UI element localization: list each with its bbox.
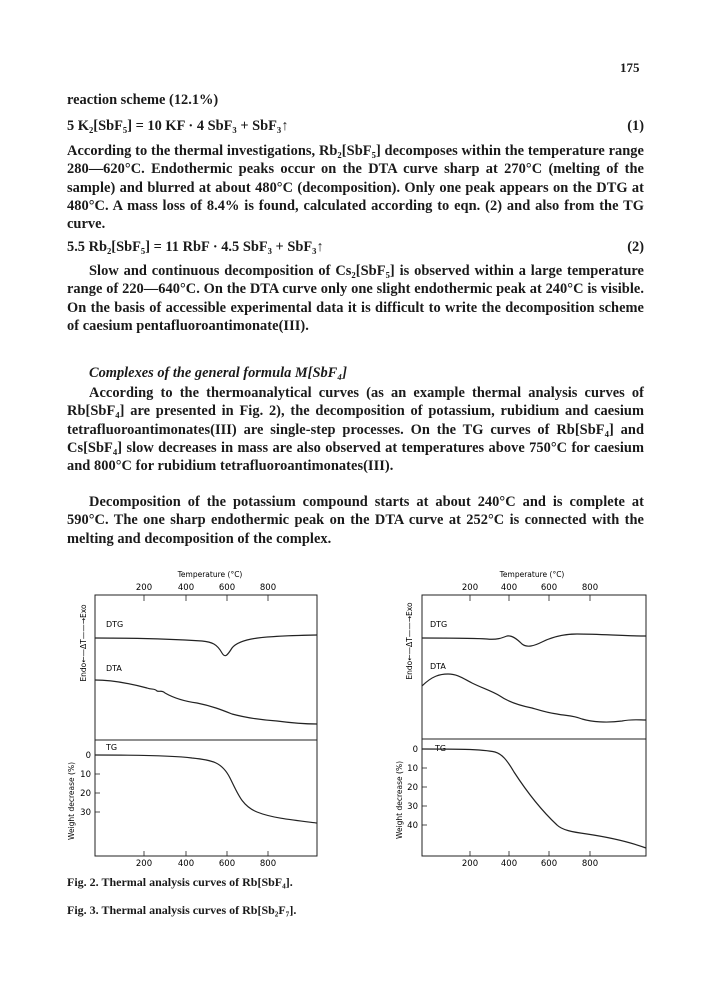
bottom-tick-label: 400 xyxy=(500,859,518,869)
figure-3 xyxy=(392,566,657,876)
tg-tick-label: 0 xyxy=(412,745,418,755)
tg-axis-label: Weight decrease (%) xyxy=(67,761,76,841)
dtg-curve xyxy=(95,635,317,656)
paragraph-rb2-sbf5: According to the thermal investigations, Rb₂[SbF₅] decomposes within the temperature range 280—620°C. Endothermic peaks occur on the DTA curve sharp at 270°C (melting of the sample) and blurred at about 480°C (decomposition). Only one peak appears on the DTG at 480°C. A mass loss of 8.4% is found, calculated according to eqn. (2) and also from the TG curve. xyxy=(67,143,644,233)
dtg-label: DTG xyxy=(106,620,124,629)
figure-2-caption: Fig. 2. Thermal analysis curves of Rb[SbF₄]. xyxy=(67,875,293,889)
equation-1-text: 5 K₂[SbF₅] = 10 KF · 4 SbF₃ + SbF₃↑ xyxy=(67,118,289,134)
equation-2 xyxy=(67,238,644,256)
exo-axis-label: Endo←—ΔT——→Exo xyxy=(79,604,88,682)
tg-tick-marks xyxy=(95,755,268,856)
tg-tick-label: 40 xyxy=(407,821,418,831)
dta-curve xyxy=(95,680,317,724)
paragraph-cs2-sbf5: Slow and continuous decomposition of Cs₂[SbF₅] is observed within a large temperature range of 220—640°C. On the DTA curve only one slight endothermic peak at 240°C is visible. On the basis of accessible experimental data it is difficult to write the decomposition scheme of caesium pentafluoroantimonate(III). xyxy=(67,263,644,334)
figure-2 xyxy=(62,566,327,876)
equation-1-number: (1) xyxy=(627,118,644,134)
tg-curve xyxy=(95,755,317,823)
bottom-tick-label: 200 xyxy=(461,859,479,869)
bottom-tick-label: 200 xyxy=(135,859,153,869)
tg-axis-label: Weight decrease (%) xyxy=(395,760,404,840)
paragraph-msbf4: According to the thermoanalytical curves (as an example thermal analysis curves of Rb[SbF₄] are presented in Fig. 2), the decomposition of potassium, rubidium and caesium tetrafluoroantimonates(III) are single-step processes. On the TG curves of Rb[SbF₄] and Cs[SbF₄] slow decreases in mass are also observed at temperatures above 750°C for caesium and 800°C for rubidium tetrafluoroantimonates(III). xyxy=(67,385,644,475)
plot-frame xyxy=(95,595,317,856)
tg-tick-label: 30 xyxy=(80,808,91,818)
tg-label: TG xyxy=(106,743,118,752)
dta-label: DTA xyxy=(430,662,446,671)
exo-axis-label: Endo←—ΔT——→Exo xyxy=(405,602,414,680)
top-axis-label: Temperature (°C) xyxy=(499,570,565,579)
top-tick-label: 600 xyxy=(540,583,558,593)
bottom-tick-label: 800 xyxy=(581,859,599,869)
tg-tick-label: 30 xyxy=(407,802,418,812)
equation-2-number: (2) xyxy=(627,239,644,255)
top-ticks xyxy=(470,595,590,601)
top-tick-label: 400 xyxy=(177,583,195,593)
top-axis-label: Temperature (°C) xyxy=(177,570,243,579)
dta-curve xyxy=(422,674,646,722)
bottom-tick-label: 600 xyxy=(218,859,236,869)
tg-label: TG xyxy=(435,744,447,753)
paragraph-reaction-scheme: reaction scheme (12.1%) xyxy=(67,92,219,108)
top-tick-label: 400 xyxy=(500,583,518,593)
bottom-tick-label: 400 xyxy=(177,859,195,869)
plot-frame xyxy=(422,595,646,856)
page-number: 175 xyxy=(620,60,640,75)
bottom-tick-label: 600 xyxy=(540,859,558,869)
tg-tick-label: 10 xyxy=(407,764,418,774)
equation-1 xyxy=(67,117,644,135)
tg-curve xyxy=(422,749,646,848)
paragraph-potassium: Decomposition of the potassium compound starts at about 240°C and is complete at 590°C. The one sharp endothermic peak on the DTA curve at 252°C is connected with the melting and decomposition of the complex. xyxy=(67,494,644,547)
tg-tick-label: 20 xyxy=(407,783,418,793)
figure-3-svg xyxy=(392,566,657,871)
tg-tick-label: 10 xyxy=(80,770,91,780)
tg-ticks xyxy=(80,751,91,818)
tg-ticks xyxy=(407,745,418,831)
dta-label: DTA xyxy=(106,664,122,673)
top-tick-label: 200 xyxy=(135,583,153,593)
top-tick-label: 200 xyxy=(461,583,479,593)
top-tick-label: 800 xyxy=(259,583,277,593)
top-ticks xyxy=(144,595,268,601)
top-tick-label: 600 xyxy=(218,583,236,593)
tg-tick-label: 20 xyxy=(80,789,91,799)
tg-tick-label: 0 xyxy=(85,751,91,761)
dtg-curve xyxy=(422,634,646,646)
top-tick-label: 800 xyxy=(581,583,599,593)
equation-2-text: 5.5 Rb₂[SbF₅] = 11 RbF · 4.5 SbF₃ + SbF₃↑ xyxy=(67,239,324,255)
bottom-tick-label: 800 xyxy=(259,859,277,869)
figure-2-svg xyxy=(62,566,327,871)
dtg-label: DTG xyxy=(430,620,448,629)
tg-tick-marks xyxy=(422,749,590,856)
figure-3-caption: Fig. 3. Thermal analysis curves of Rb[Sb₂F₇]. xyxy=(67,903,297,917)
section-heading: Complexes of the general formula M[SbF₄] xyxy=(89,365,348,381)
